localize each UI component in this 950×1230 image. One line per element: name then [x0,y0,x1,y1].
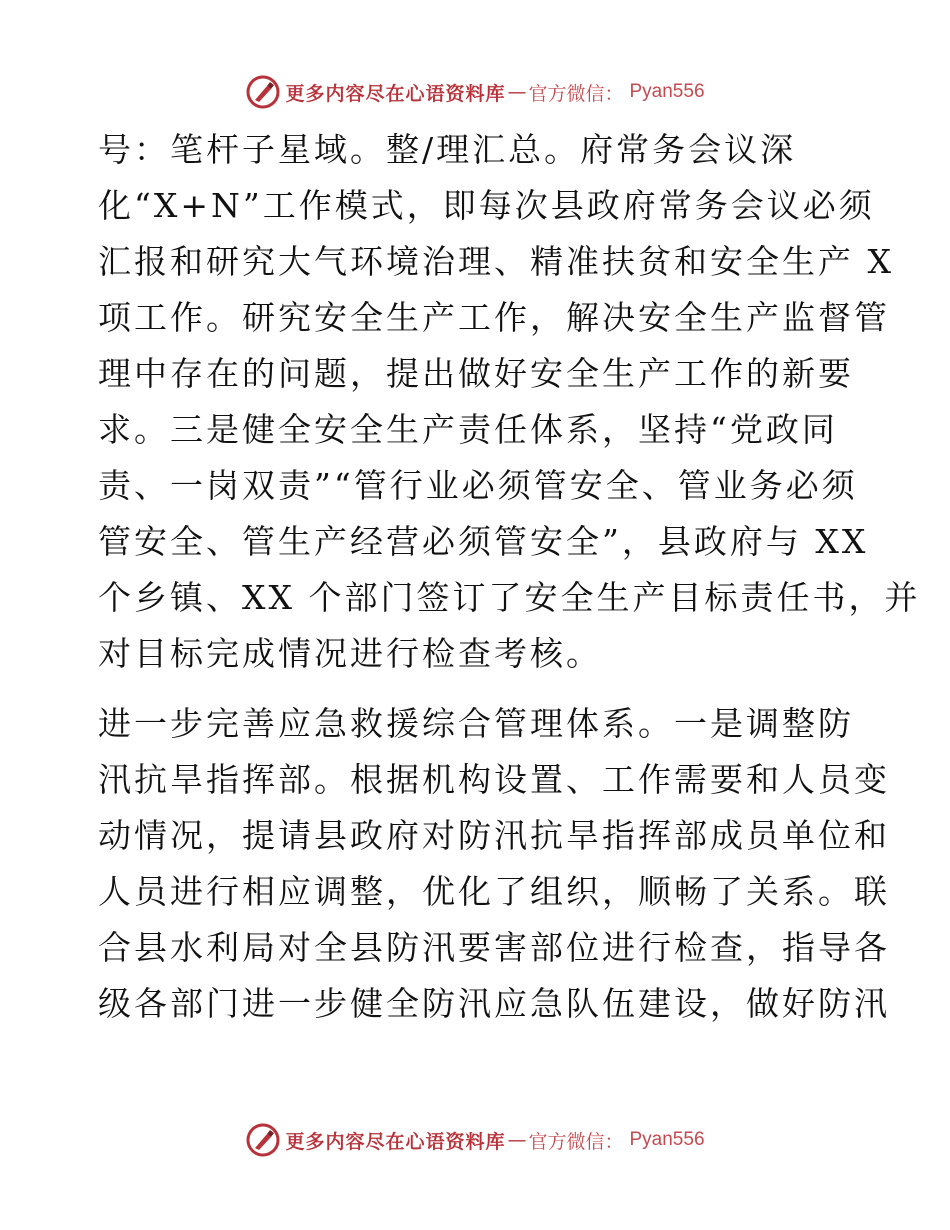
text-line: 责、一岗双责”“管行业必须管安全、管业务必须 [98,466,858,505]
watermark-dash: — [507,1129,527,1151]
watermark-contact: 官方微信： [528,1130,624,1153]
watermark-brand: 更多内容尽在心语资料库 [285,82,506,105]
text-line: 号：笔杆子星域。整/理汇总。府常务会议深 [98,130,797,169]
text-line: 人员进行相应调整，优化了组织，顺畅了关系。联 [98,872,890,911]
watermark-handle: Pyan556 [629,81,705,102]
text-line: 管安全、管生产经营必须管安全”，县政府与 XX [98,522,869,561]
watermark-handle: Pyan556 [629,1129,705,1150]
text-line: 对目标完成情况进行检查考核。 [98,634,602,673]
text-line: 合县水利局对全县防汛要害部位进行检查，指导各 [98,928,890,967]
text-line: 个乡镇、XX 个部门签订了安全生产目标责任书，并 [98,578,921,617]
text-line: 求。三是健全安全生产责任体系，坚持“党政同 [98,410,838,449]
pen-logo-icon [245,1122,281,1158]
text-line: 动情况，提请县政府对防汛抗旱指挥部成员单位和 [98,816,890,855]
watermark-dash: — [507,81,527,103]
text-line: 汇报和研究大气环境治理、精准扶贫和安全生产 X [98,242,894,281]
paragraph-2 [98,696,890,1032]
pen-logo-icon [245,74,281,110]
text-line: 理中存在的问题，提出做好安全生产工作的新要 [98,354,854,393]
text-line: 项工作。研究安全生产工作，解决安全生产监督管 [98,298,890,337]
text-line: 进一步完善应急救援综合管理体系。一是调整防 [98,704,854,743]
document-body [98,122,921,1032]
paragraph-1 [98,122,921,682]
text-line: 化“X+N”工作模式，即每次县政府常务会议必须 [98,186,875,225]
watermark-contact: 官方微信： [528,82,624,105]
footer-watermark [0,1120,950,1160]
text-line: 级各部门进一步健全防汛应急队伍建设，做好防汛 [98,984,890,1023]
header-watermark [0,72,950,112]
watermark-brand: 更多内容尽在心语资料库 [285,1130,506,1153]
text-line: 汛抗旱指挥部。根据机构设置、工作需要和人员变 [98,760,890,799]
